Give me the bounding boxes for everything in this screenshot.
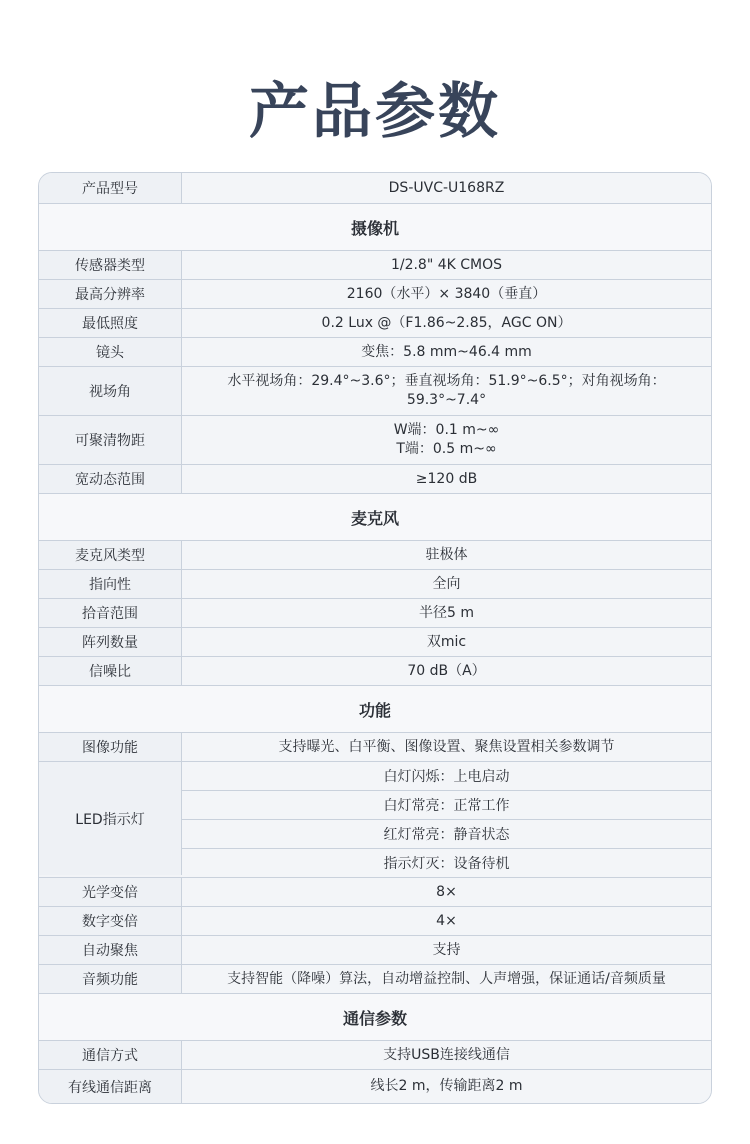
spec-row <box>39 540 711 569</box>
row-value: 1/2.8" 4K CMOS <box>182 251 711 279</box>
row-value: 变焦：5.8 mm~46.4 mm <box>182 338 711 366</box>
row-value: 70 dB（A） <box>182 657 711 685</box>
row-label: 拾音范围 <box>39 599 182 627</box>
row-label: 图像功能 <box>39 733 182 761</box>
row-value: 支持 <box>182 936 711 964</box>
spec-row <box>39 732 711 761</box>
row-label: LED指示灯 <box>39 762 182 875</box>
row-value <box>182 367 711 415</box>
value-line: W端：0.1 m~∞ <box>393 422 500 438</box>
spec-row <box>39 366 711 415</box>
row-value: 双mic <box>182 628 711 656</box>
row-value: DS-UVC-U168RZ <box>182 173 711 203</box>
spec-row <box>39 1069 711 1103</box>
row-label: 麦克风类型 <box>39 541 182 569</box>
row-value: 驻极体 <box>182 541 711 569</box>
row-value: 线长2 m，传输距离2 m <box>182 1070 711 1103</box>
section-heading-communication: 通信参数 <box>39 993 711 1040</box>
row-value: 0.2 Lux @（F1.86~2.85，AGC ON） <box>182 309 711 337</box>
section-heading-camera: 摄像机 <box>39 203 711 250</box>
section-heading-functions: 功能 <box>39 685 711 732</box>
led-states <box>182 762 711 877</box>
row-label: 视场角 <box>39 367 182 415</box>
row-value: 支持USB连接线通信 <box>182 1041 711 1069</box>
spec-table <box>38 172 712 1104</box>
spec-row <box>39 415 711 464</box>
spec-row <box>39 627 711 656</box>
spec-row <box>39 598 711 627</box>
led-state: 红灯常亮：静音状态 <box>182 819 711 848</box>
row-label: 产品型号 <box>39 173 182 203</box>
led-state: 白灯常亮：正常工作 <box>182 790 711 819</box>
spec-row <box>39 464 711 493</box>
row-value <box>182 416 711 464</box>
row-label: 可聚清物距 <box>39 416 182 464</box>
spec-row <box>39 308 711 337</box>
spec-row <box>39 656 711 685</box>
row-label: 阵列数量 <box>39 628 182 656</box>
spec-row <box>39 964 711 993</box>
row-label: 自动聚焦 <box>39 936 182 964</box>
row-value: ≥120 dB <box>182 465 711 493</box>
value-line: 水平视场角：29.4°~3.6°；垂直视场角：51.9°~6.5°；对角视场角： <box>227 373 666 389</box>
led-state: 白灯闪烁：上电启动 <box>182 762 711 790</box>
spec-row <box>39 877 711 906</box>
row-label: 数字变倍 <box>39 907 182 935</box>
spec-row <box>39 337 711 366</box>
row-label: 最高分辨率 <box>39 280 182 308</box>
value-line: T端：0.5 m~∞ <box>396 441 497 457</box>
row-value: 支持智能（降噪）算法，自动增益控制、人声增强，保证通话/音频质量 <box>182 965 711 993</box>
spec-row <box>39 569 711 598</box>
section-heading-microphone: 麦克风 <box>39 493 711 540</box>
spec-row <box>39 906 711 935</box>
page-title: 产品参数 <box>249 77 501 147</box>
row-value: 2160（水平）× 3840（垂直） <box>182 280 711 308</box>
row-label: 传感器类型 <box>39 251 182 279</box>
row-label: 信噪比 <box>39 657 182 685</box>
spec-row <box>39 935 711 964</box>
row-label: 光学变倍 <box>39 878 182 906</box>
row-label: 指向性 <box>39 570 182 598</box>
row-value: 半径5 m <box>182 599 711 627</box>
row-value: 4× <box>182 907 711 935</box>
spec-row <box>39 250 711 279</box>
row-value: 支持曝光、白平衡、图像设置、聚焦设置相关参数调节 <box>182 733 711 761</box>
led-state: 指示灯灭：设备待机 <box>182 848 711 877</box>
spec-row-model <box>39 173 711 203</box>
row-label: 有线通信距离 <box>39 1070 182 1103</box>
value-line: 59.3°~7.4° <box>406 392 487 408</box>
row-label: 音频功能 <box>39 965 182 993</box>
spec-row-led <box>39 761 711 877</box>
spec-row <box>39 279 711 308</box>
row-label: 通信方式 <box>39 1041 182 1069</box>
spec-row <box>39 1040 711 1069</box>
row-value: 全向 <box>182 570 711 598</box>
row-label: 镜头 <box>39 338 182 366</box>
row-label: 宽动态范围 <box>39 465 182 493</box>
row-label: 最低照度 <box>39 309 182 337</box>
row-value: 8× <box>182 878 711 906</box>
